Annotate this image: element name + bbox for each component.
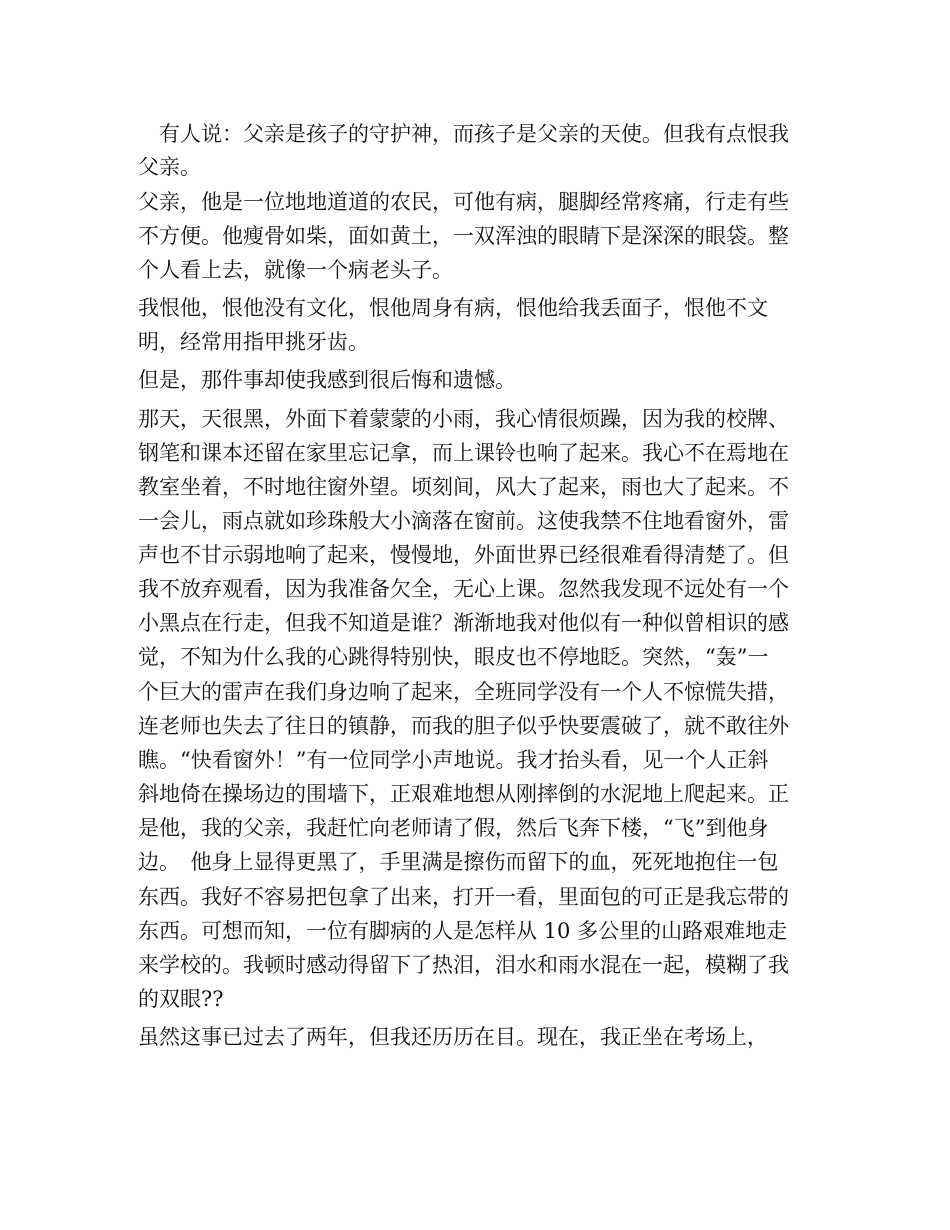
text-line: 明，经常用指甲挑牙齿。 bbox=[138, 330, 369, 354]
text-line: 小黑点在行走，但我不知道是谁？渐渐地我对他似有一种似曾相识的感 bbox=[138, 611, 789, 635]
text-line: 瞧。“快看窗外！”有一位同学小声地说。我才抬头看，见一个人正斜 bbox=[138, 748, 769, 772]
text-line: 的双眼?? bbox=[138, 987, 224, 1011]
text-line: 是他，我的父亲，我赶忙向老师请了假，然后飞奔下楼，“飞”到他身 bbox=[138, 816, 769, 840]
text-line: 觉，不知为什么我的心跳得特别快，眼皮也不停地眨。突然，“轰”一 bbox=[138, 645, 769, 669]
text-line: 个人看上去，就像一个病老头子。 bbox=[138, 258, 453, 282]
text-line: 东西。我好不容易把包拿了出来，打开一看，里面包的可正是我忘带的 bbox=[138, 885, 789, 909]
text-line: 边。 他身上显得更黑了，手里满是擦伤而留下的血，死死地抱住一包 bbox=[138, 850, 779, 874]
text-line: 父亲。 bbox=[138, 155, 201, 179]
text-line: 那天，天很黑，外面下着蒙蒙的小雨，我心情很烦躁，因为我的校牌、 bbox=[138, 407, 789, 431]
text-line: 连老师也失去了往日的镇静，而我的胆子似乎快要震破了，就不敢往外 bbox=[138, 714, 789, 738]
text-line: 斜地倚在操场边的围墙下，正艰难地想从刚摔倒的水泥地上爬起来。正 bbox=[138, 782, 789, 806]
text-line: 我恨他，恨他没有文化，恨他周身有病，恨他给我丢面子，恨他不文 bbox=[138, 296, 768, 320]
text-line: 东西。可想而知，一位有脚病的人是怎样从 10 多公里的山路艰难地走 bbox=[138, 919, 788, 943]
text-line: 一会儿，雨点就如珍珠般大小滴落在窗前。这使我禁不住地看窗外，雷 bbox=[138, 509, 789, 533]
text-line: 父亲，他是一位地地道道的农民，可他有病，腿脚经常疼痛，行走有些 bbox=[138, 190, 789, 214]
text-line: 钢笔和课本还留在家里忘记拿，而上课铃也响了起来。我心不在焉地在 bbox=[138, 441, 789, 465]
text-line: 但是，那件事却使我感到很后悔和遗憾。 bbox=[138, 368, 516, 392]
text-line: 来学校的。我顿时感动得留下了热泪，泪水和雨水混在一起，模糊了我 bbox=[138, 953, 789, 977]
text-line: 个巨大的雷声在我们身边响了起来，全班同学没有一个人不惊慌失措， bbox=[138, 680, 789, 704]
text-line: 虽然这事已过去了两年，但我还历历在目。现在，我正坐在考场上， bbox=[138, 1025, 768, 1049]
text-line: 我不放弃观看，因为我准备欠全，无心上课。忽然我发现不远处有一个 bbox=[138, 577, 789, 601]
text-line: 教室坐着，不时地往窗外望。顷刻间，风大了起来，雨也大了起来。不 bbox=[138, 475, 789, 499]
text-line: 不方便。他瘦骨如柴，面如黄土，一双浑浊的眼睛下是深深的眼袋。整 bbox=[138, 224, 789, 248]
text-line: 有人说：父亲是孩子的守护神，而孩子是父亲的天使。但我有点恨我 bbox=[138, 122, 789, 146]
text-line: 声也不甘示弱地响了起来，慢慢地，外面世界已经很难看得清楚了。但 bbox=[138, 543, 789, 567]
